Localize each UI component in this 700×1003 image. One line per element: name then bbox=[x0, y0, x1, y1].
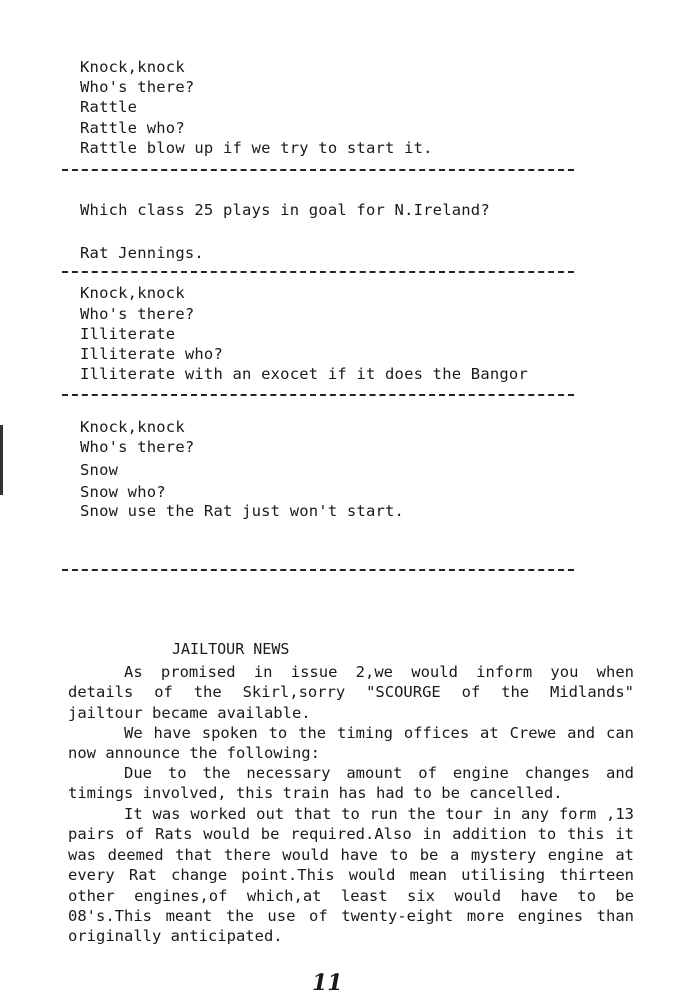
joke-line: Illiterate bbox=[80, 325, 176, 343]
joke-line: Which class 25 plays in goal for N.Ireland? bbox=[80, 201, 490, 219]
article-paragraph: It was worked out that to run the tour in any form ,13 pairs of Rats would be required.Also in addition to this it was deemed that there would have to be a mystery engine at every Rat change point.This would mean utilising thirteen other engines,of which,at least six would have to be 08's.This meant the use of twenty-eight more engines than originally anticipated. bbox=[68, 805, 634, 946]
divider bbox=[62, 394, 574, 396]
divider bbox=[62, 271, 574, 273]
article-paragraph: We have spoken to the timing offices at Crewe and can now announce the following: bbox=[68, 724, 634, 763]
joke-line: Snow bbox=[80, 461, 119, 479]
joke-line: Rattle who? bbox=[80, 119, 185, 137]
joke-line: Rattle blow up if we try to start it. bbox=[80, 139, 433, 157]
joke-line: Who's there? bbox=[80, 438, 195, 456]
page-number: 11 bbox=[312, 970, 343, 996]
joke-line: Who's there? bbox=[80, 305, 195, 323]
article-paragraph: As promised in issue 2,we would inform you when details of the Skirl,sorry "SCOURGE of the Midlands" jailtour became available. bbox=[68, 663, 634, 722]
divider bbox=[62, 169, 574, 171]
joke-line: Snow use the Rat just won't start. bbox=[80, 502, 405, 520]
joke-line: Knock,knock bbox=[80, 284, 185, 302]
joke-line: Snow who? bbox=[80, 483, 166, 501]
joke-line: Rat Jennings. bbox=[80, 244, 204, 262]
binding-mark bbox=[0, 425, 3, 495]
joke-line: Illiterate with an exocet if it does the Bangor bbox=[80, 365, 528, 383]
joke-line: Rattle bbox=[80, 98, 138, 116]
article-paragraph: Due to the necessary amount of engine changes and timings involved, this train has had to be cancelled. bbox=[68, 764, 634, 803]
divider bbox=[62, 569, 574, 571]
joke-line: Who's there? bbox=[80, 78, 195, 96]
joke-line: Knock,knock bbox=[80, 418, 185, 436]
article-heading: JAILTOUR NEWS bbox=[172, 640, 290, 658]
joke-line: Illiterate who? bbox=[80, 345, 223, 363]
joke-line: Knock,knock bbox=[80, 58, 185, 76]
